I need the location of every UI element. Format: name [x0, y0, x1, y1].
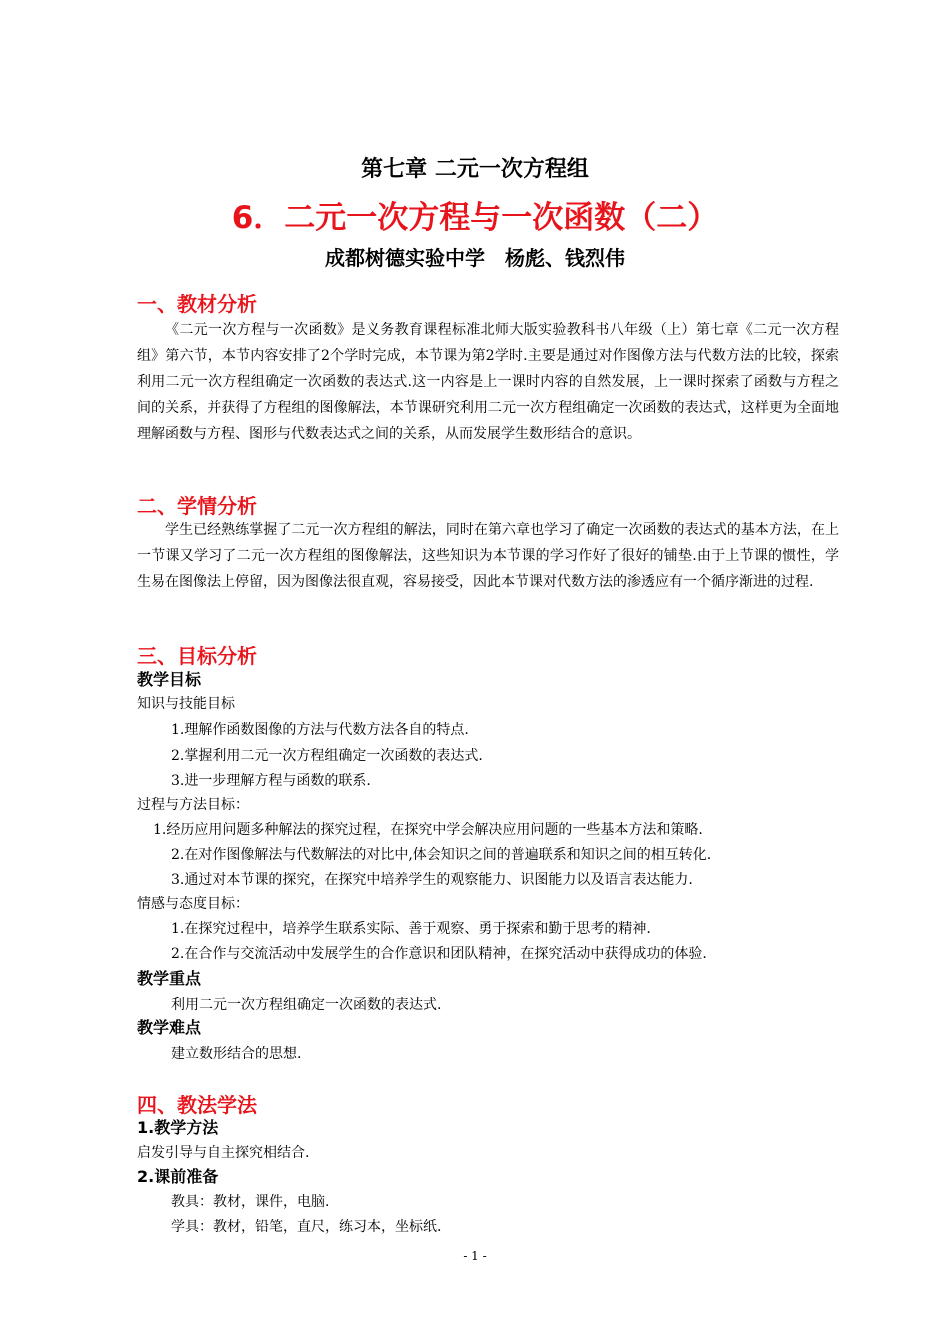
emotion-goal-item: 2.在合作与交流活动中发展学生的合作意识和团队精神，在探究活动中获得成功的体验.	[171, 946, 707, 962]
process-goal-item: 3.通过对本节课的探究，在探究中培养学生的观察能力、识图能力以及语言表达能力.	[171, 872, 693, 888]
knowledge-goal-item: 3.进一步理解方程与函数的联系.	[171, 773, 371, 789]
lesson-title: 6．二元一次方程与一次函数（二）	[231, 200, 719, 236]
author-line: 成都树德实验中学 杨彪、钱烈伟	[325, 246, 625, 270]
teaching-key-title: 教学重点	[137, 969, 202, 988]
section-heading-textbook-analysis: 一、教材分析	[137, 292, 257, 316]
process-goals-title: 过程与方法目标：	[137, 797, 249, 813]
knowledge-goal-item: 1.理解作函数图像的方法与代数方法各自的特点.	[171, 722, 469, 738]
chapter-title: 第七章 二元一次方程组	[361, 157, 589, 182]
process-goal-item: 1.经历应用问题多种解法的探究过程，在探究中学会解决应用问题的一些基本方法和策略.	[153, 822, 703, 838]
knowledge-goals-title: 知识与技能目标	[137, 696, 235, 712]
teaching-method-title: 1.教学方法	[137, 1118, 219, 1137]
section-heading-teaching-methods: 四、教法学法	[137, 1093, 257, 1117]
teaching-difficulty-title: 教学难点	[137, 1018, 202, 1037]
section-heading-goal-analysis: 三、目标分析	[137, 644, 257, 668]
textbook-analysis-paragraph: 《二元一次方程与一次函数》是义务教育课程标准北师大版实验教科书八年级（上）第七章《二元一次方程组》第六节，本节内容安排了2个学时完成，本节课为第2学时.主要是通过对作图像方法与代数方法的比较，探索利用二元一次方程组确定一次函数的表达式.这一内容是上一课时内容的自然发展，上一课时探索了函数与方程之间的关系，并获得了方程组的图像解法，本节课研究利用二元一次方程组确定一次函数的表达式，这样更为全面地理解函数与方程、图形与代数表达式之间的关系，从而发展学生数形结合的意识。	[137, 322, 839, 442]
student-analysis-paragraph: 学生已经熟练掌握了二元一次方程组的解法，同时在第六章也学习了确定一次函数的表达式的基本方法，在上一节课又学习了二元一次方程组的图像解法，这些知识为本节课的学习作好了很好的铺垫.由于上节课的惯性，学生易在图像法上停留，因为图像法很直观，容易接受，因此本节课对代数方法的渗透应有一个循序渐进的过程.	[137, 522, 839, 590]
section-heading-student-analysis: 二、学情分析	[137, 494, 257, 518]
emotion-goal-item: 1.在探究过程中，培养学生联系实际、善于观察、勇于探索和勤于思考的精神.	[171, 921, 651, 937]
emotion-goals-title: 情感与态度目标：	[137, 896, 249, 912]
teaching-method-text: 启发引导与自主探究相结合.	[137, 1145, 310, 1161]
page-number: - 1 -	[463, 1249, 487, 1263]
preparation-title: 2.课前准备	[137, 1167, 219, 1186]
process-goal-item: 2.在对作图像解法与代数解法的对比中,体会知识之间的普遍联系和知识之间的相互转化.	[171, 847, 712, 863]
teaching-goals-title: 教学目标	[137, 670, 202, 689]
teaching-difficulty-text: 建立数形结合的思想.	[171, 1046, 302, 1062]
teacher-tools-text: 教具：教材，课件，电脑.	[171, 1194, 330, 1210]
teaching-key-text: 利用二元一次方程组确定一次函数的表达式.	[171, 997, 442, 1013]
knowledge-goal-item: 2.掌握利用二元一次方程组确定一次函数的表达式.	[171, 748, 483, 764]
student-tools-text: 学具：教材，铅笔，直尺，练习本，坐标纸.	[171, 1219, 442, 1235]
